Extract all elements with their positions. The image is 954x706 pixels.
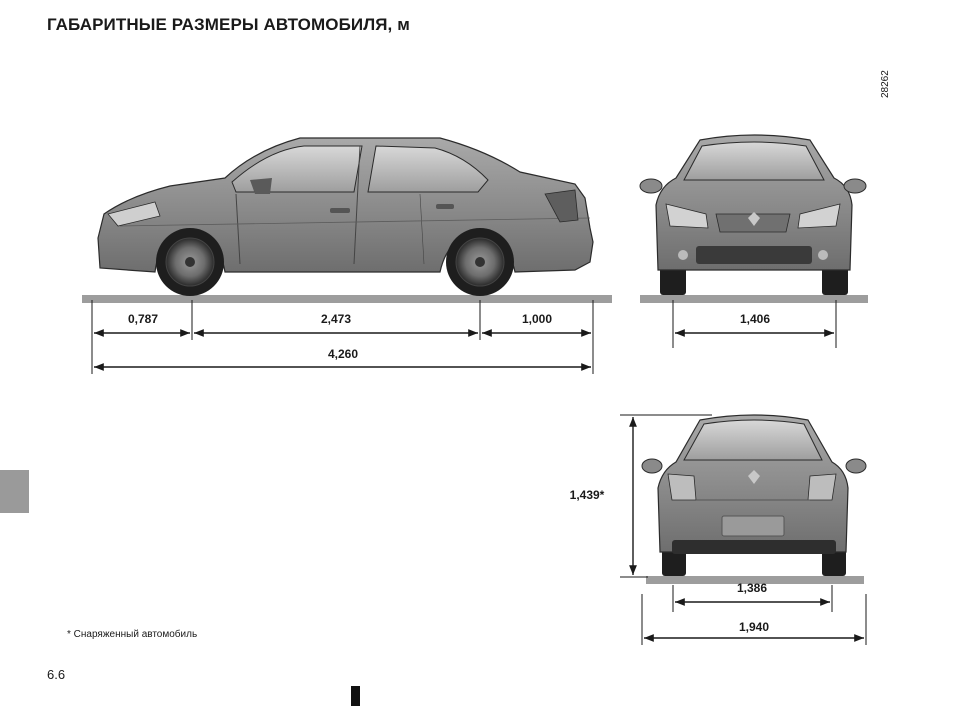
page-number: 6.6 — [47, 667, 66, 682]
rear-track-label: 1,386 — [736, 581, 768, 595]
front-track-label: 1,406 — [739, 312, 771, 326]
section-tab — [0, 470, 29, 513]
car-front-view — [640, 135, 868, 303]
front-overhang-label: 0,787 — [127, 312, 159, 326]
car-side-view — [82, 138, 612, 303]
height-label: 1,439* — [569, 488, 605, 502]
footnote: * Снаряженный автомобиль — [67, 629, 198, 640]
overall-width-label: 1,940 — [738, 620, 770, 634]
wheelbase-label: 2,473 — [320, 312, 352, 326]
page-marker — [351, 686, 360, 706]
figure-reference-number: 28262 — [880, 70, 891, 98]
overall-length-label: 4,260 — [327, 347, 359, 361]
rear-overhang-label: 1,000 — [521, 312, 553, 326]
page-title: ГАБАРИТНЫЕ РАЗМЕРЫ АВТОМОБИЛЯ, м — [47, 15, 410, 34]
car-rear-view — [642, 415, 866, 584]
